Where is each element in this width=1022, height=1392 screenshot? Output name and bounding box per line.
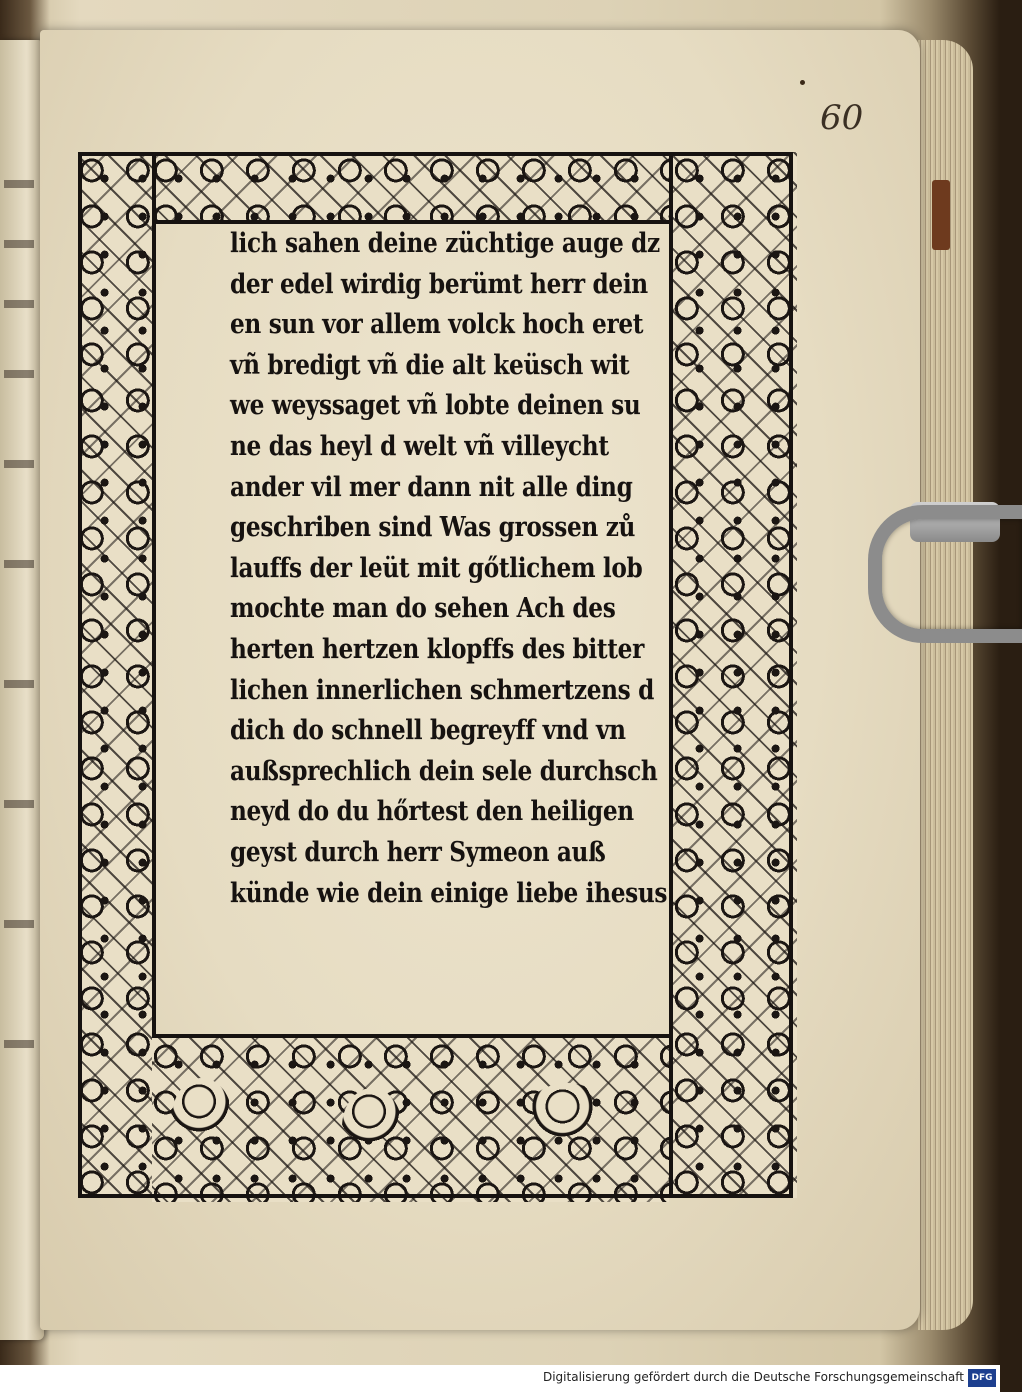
text-line: künde wie dein einige liebe ihesus	[230, 877, 668, 909]
text-line: lauffs der leüt mit gőtlichem lob	[230, 552, 643, 584]
text-line: dich do schnell begreyff vnd vn	[230, 715, 626, 747]
text-line: geschriben sind Was grossen zů	[230, 512, 636, 544]
page-clip	[868, 505, 1022, 643]
bookmark-tab	[932, 180, 950, 250]
ink-speck	[800, 80, 805, 85]
text-line: lichen innerlichen schmertzens d	[230, 674, 655, 706]
text-line: ne das heyl d welt vñ villeycht	[230, 430, 609, 462]
text-line: mochte man do sehen Ach des	[230, 593, 616, 625]
text-line: herten hertzen klopffs des bitter	[230, 633, 644, 665]
text-line: we weyssaget vñ lobte deinen su	[230, 390, 641, 422]
facing-page-edge	[0, 40, 44, 1340]
woodcut-frame	[78, 152, 793, 1198]
text-line: lich sahen deine züchtige auge dz	[230, 228, 660, 259]
text-line: neyd do du hőrtest den heiligen	[230, 796, 634, 828]
text-line: geyst durch herr Symeon auß	[230, 836, 606, 868]
text-line: außsprechlich dein sele durchsch	[230, 755, 658, 787]
text-line: der edel wirdig berümt herr dein	[230, 268, 648, 300]
text-line: en sun vor allem volck hoch eret	[230, 309, 644, 341]
dfg-logo-icon: DFG	[968, 1369, 996, 1387]
text-line: ander vil mer dann nit alle ding	[230, 471, 633, 503]
text-line: vñ bredigt vñ die alt keüsch wit	[230, 349, 630, 381]
folio-number: 60	[820, 98, 864, 138]
text-block	[230, 220, 670, 1038]
footer-credit-text: Digitalisierung gefördert durch die Deutsche Forschungsgemeinschaft	[542, 1370, 964, 1384]
footer-credit-bar	[0, 1365, 1000, 1392]
